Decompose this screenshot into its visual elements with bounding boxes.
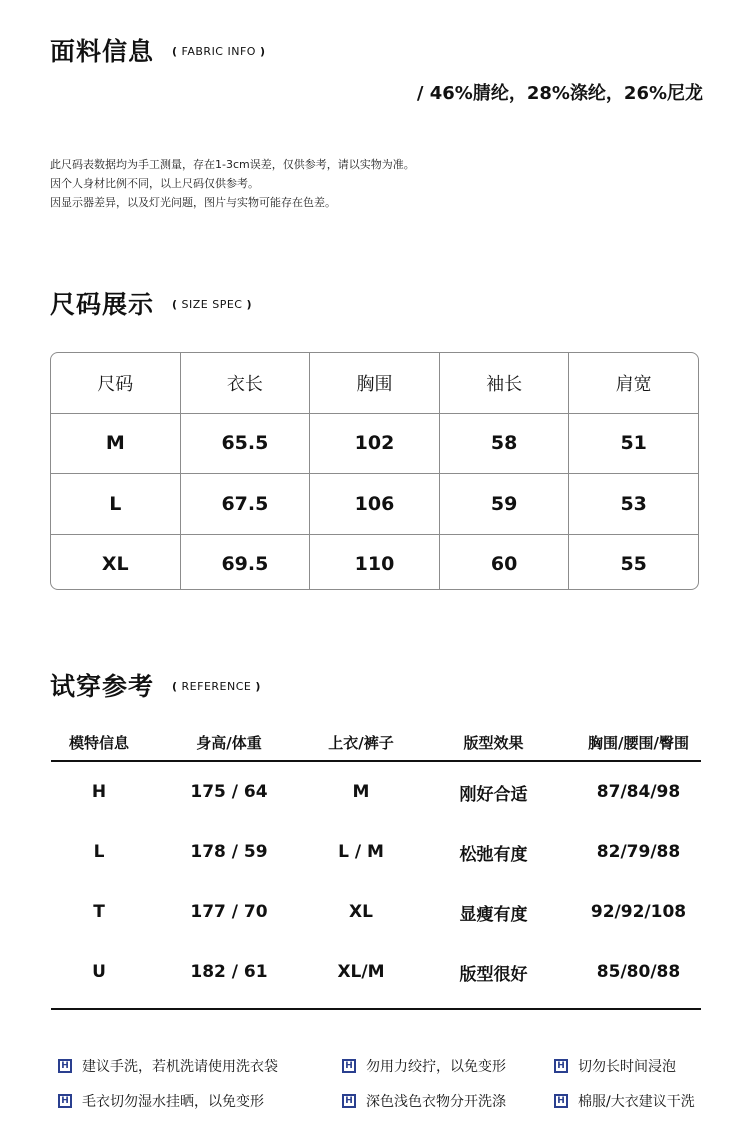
fabric-tag: ( FABRIC INFO ) [172, 45, 266, 58]
size-spec-cell: 58 [439, 414, 569, 474]
reference-cell: 177 / 70 [190, 902, 268, 922]
care-h-icon: H [58, 1059, 72, 1073]
reference-cell: XL [349, 902, 373, 922]
reference-tag-text: REFERENCE [181, 680, 252, 693]
care-item [342, 1056, 506, 1076]
size-spec-cell: 51 [568, 414, 698, 474]
care-text: 深色浅色衣物分开洗涤 [366, 1094, 506, 1110]
care-text: 勿用力绞拧，以免变形 [366, 1059, 506, 1075]
reference-cell: 松弛有度 [459, 844, 528, 865]
notes-block [50, 155, 415, 212]
reference-row [51, 762, 701, 822]
reference-tag: ( REFERENCE ) [172, 680, 261, 693]
note-line: 因个人身材比例不同，以上尺码仅供参考。 [50, 177, 259, 190]
reference-cell: 刚好合适 [459, 784, 528, 805]
reference-cell: XL/M [337, 962, 385, 982]
reference-header-cell: 胸围/腰围/臀围 [588, 733, 689, 752]
size-spec-tag-text: SIZE SPEC [181, 298, 243, 311]
note-line: 因显示器差异，以及灯光问题，图片与实物可能存在色差。 [50, 196, 336, 209]
fabric-composition: / 46%腈纶，28%涤纶，26%尼龙 [416, 83, 703, 104]
care-h-icon: H [554, 1094, 568, 1108]
size-spec-header-cell: 肩宽 [568, 353, 698, 413]
reference-cell: 182 / 61 [190, 962, 268, 982]
size-spec-cell: XL [101, 553, 129, 576]
reference-cell: M [352, 782, 370, 802]
size-spec-header-cell: 胸围 [309, 353, 439, 413]
reference-table [51, 724, 701, 1010]
care-h-icon: H [554, 1059, 568, 1073]
size-spec-cell: 106 [309, 474, 439, 534]
size-spec-cell: 60 [439, 535, 569, 591]
reference-cell: T [93, 902, 105, 922]
size-spec-cell: 102 [309, 414, 439, 474]
size-spec-row [51, 413, 698, 474]
reference-cell: L / M [338, 842, 384, 862]
size-spec-tag: ( SIZE SPEC ) [172, 298, 253, 311]
reference-header-cell: 模特信息 [68, 733, 129, 752]
reference-row [51, 822, 701, 882]
reference-bottom-rule [51, 1008, 701, 1010]
reference-row [51, 882, 701, 942]
fabric-tag-text: FABRIC INFO [181, 45, 256, 58]
size-spec-title: 尺码展示 [50, 290, 155, 319]
reference-cell: 版型很好 [459, 964, 528, 985]
care-item [554, 1056, 676, 1076]
reference-header-cell: 身高/体重 [196, 733, 262, 752]
note-line: 此尺码表数据均为手工测量，存在1-3cm误差，仅供参考，请以实物为准。 [50, 158, 415, 171]
care-text: 建议手洗，若机洗请使用洗衣袋 [82, 1059, 278, 1075]
size-spec-cell: 55 [568, 535, 698, 591]
reference-row [51, 942, 701, 1002]
reference-cell: 85/80/88 [596, 962, 681, 982]
size-spec-cell: L [109, 492, 122, 515]
size-spec-row [51, 534, 698, 591]
reference-header-row [51, 724, 701, 762]
care-item [554, 1091, 695, 1111]
size-spec-cell: 53 [568, 474, 698, 534]
size-spec-row [51, 473, 698, 534]
care-h-icon: H [342, 1059, 356, 1073]
size-spec-table [50, 352, 699, 590]
reference-header-cell: 版型效果 [463, 733, 524, 752]
size-spec-cell: 59 [439, 474, 569, 534]
reference-header-cell: 上衣/裤子 [328, 733, 394, 752]
reference-cell: 87/84/98 [596, 782, 681, 802]
size-spec-cell: 67.5 [180, 474, 310, 534]
reference-cell: 82/79/88 [596, 842, 681, 862]
size-spec-cell: 69.5 [180, 535, 310, 591]
size-spec-header-cell: 衣长 [180, 353, 310, 413]
reference-title: 试穿参考 [50, 672, 155, 701]
size-spec-header-cell: 袖长 [439, 353, 569, 413]
care-item [58, 1056, 278, 1076]
care-item [58, 1091, 264, 1111]
reference-cell: U [92, 962, 106, 982]
size-spec-header-cell: 尺码 [97, 373, 134, 395]
size-spec-cell: 110 [309, 535, 439, 591]
reference-cell: 175 / 64 [190, 782, 268, 802]
fabric-title: 面料信息 [50, 37, 155, 66]
care-h-icon: H [58, 1094, 72, 1108]
size-spec-cell: M [105, 432, 125, 455]
care-item [342, 1091, 506, 1111]
reference-cell: H [91, 782, 107, 802]
care-text: 棉服/大衣建议干洗 [578, 1094, 695, 1110]
reference-cell: 92/92/108 [590, 902, 687, 922]
size-spec-cell: 65.5 [180, 414, 310, 474]
care-text: 毛衣切勿湿水挂晒，以免变形 [82, 1094, 264, 1110]
size-spec-header-row [51, 353, 698, 413]
reference-cell: 显瘦有度 [459, 904, 528, 925]
reference-cell: L [93, 842, 105, 862]
care-text: 切勿长时间浸泡 [578, 1059, 676, 1075]
care-h-icon: H [342, 1094, 356, 1108]
reference-cell: 178 / 59 [190, 842, 268, 862]
